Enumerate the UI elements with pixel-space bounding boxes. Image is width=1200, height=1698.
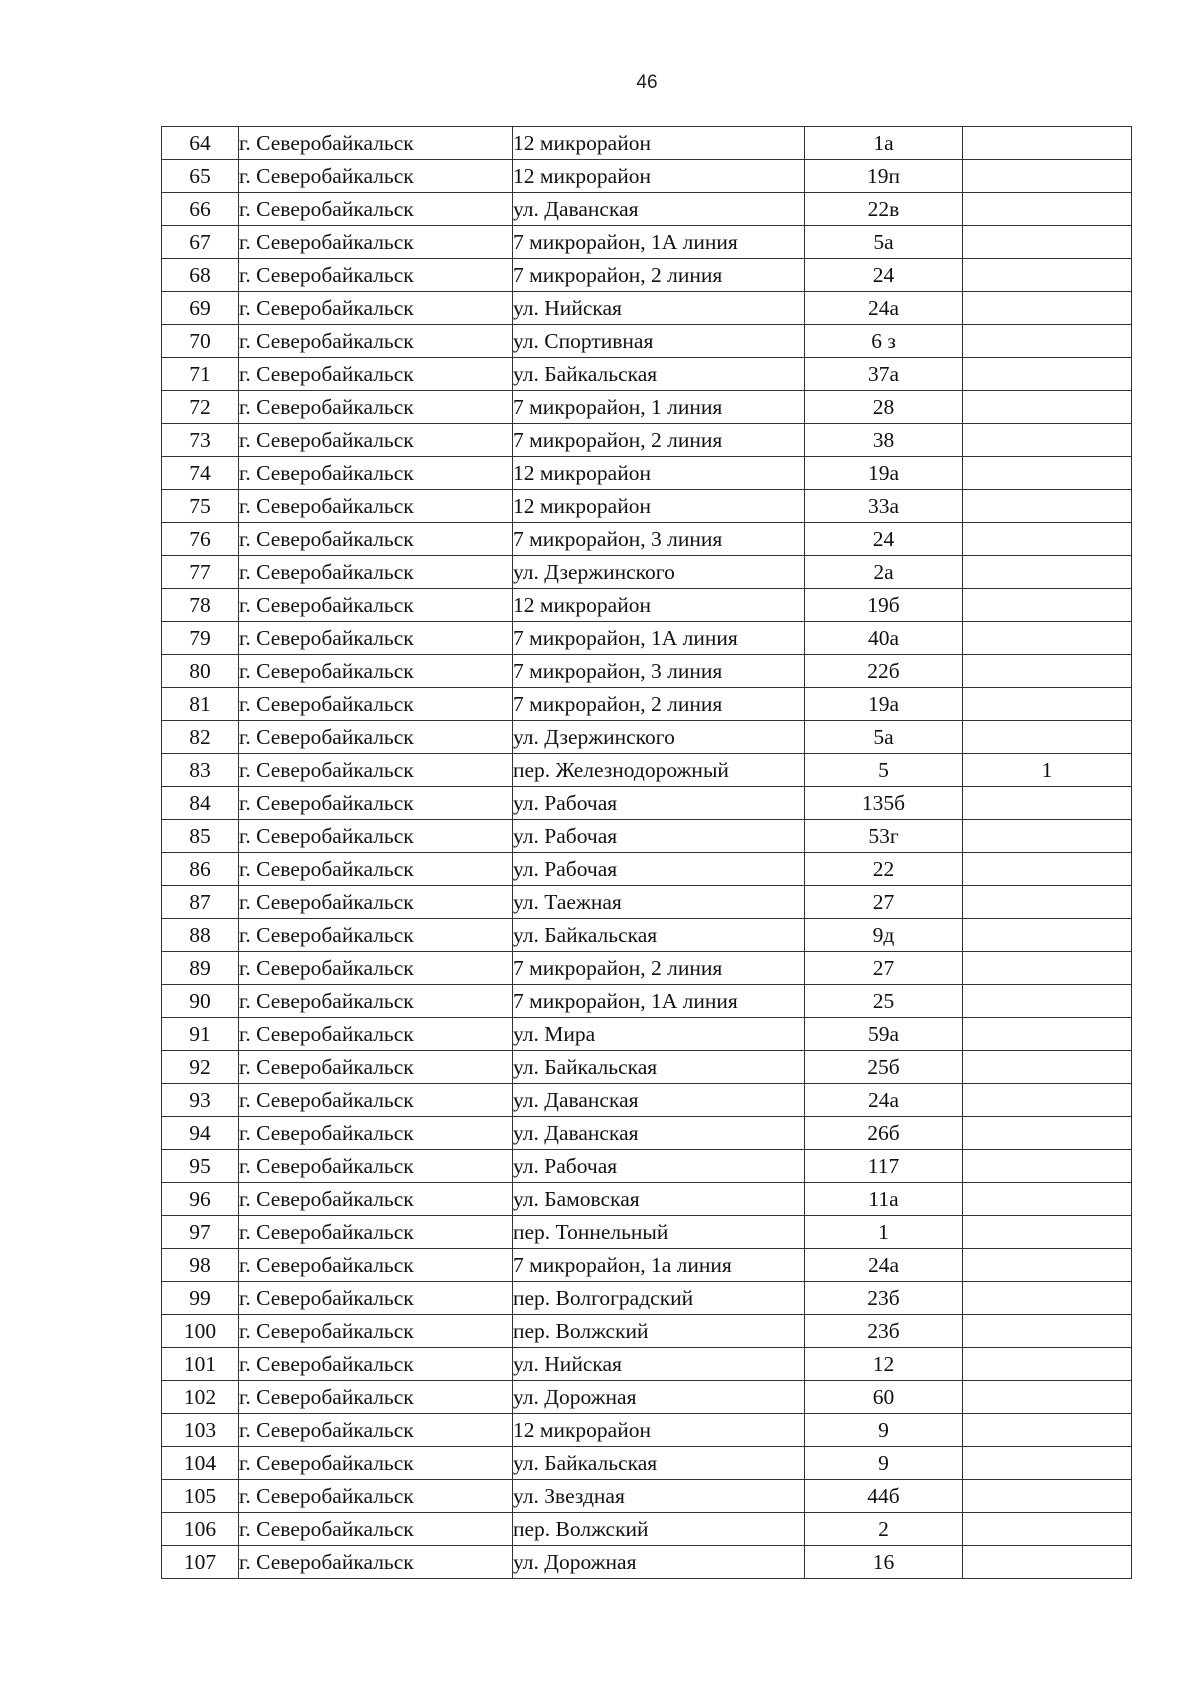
city-cell: г. Северобайкальск xyxy=(239,1051,513,1084)
street-cell: 7 микрорайон, 2 линия xyxy=(513,424,805,457)
house-number-cell: 37а xyxy=(805,358,963,391)
city-cell: г. Северобайкальск xyxy=(239,721,513,754)
house-number-cell: 24а xyxy=(805,1084,963,1117)
house-number-cell: 23б xyxy=(805,1282,963,1315)
extra-cell xyxy=(963,1084,1132,1117)
row-number-cell: 65 xyxy=(162,160,239,193)
table-row xyxy=(162,160,1132,193)
row-number-cell: 107 xyxy=(162,1546,239,1579)
row-number-cell: 85 xyxy=(162,820,239,853)
extra-cell xyxy=(963,1216,1132,1249)
street-cell: ул. Даванская xyxy=(513,1084,805,1117)
table-row xyxy=(162,1513,1132,1546)
table-row xyxy=(162,490,1132,523)
row-number-cell: 95 xyxy=(162,1150,239,1183)
table-row xyxy=(162,1348,1132,1381)
table-row xyxy=(162,985,1132,1018)
row-number-cell: 72 xyxy=(162,391,239,424)
table-row xyxy=(162,589,1132,622)
table-row xyxy=(162,127,1132,160)
house-number-cell: 9 xyxy=(805,1447,963,1480)
extra-cell xyxy=(963,226,1132,259)
extra-cell xyxy=(963,424,1132,457)
street-cell: пер. Железнодорожный xyxy=(513,754,805,787)
city-cell: г. Северобайкальск xyxy=(239,1381,513,1414)
street-cell: ул. Дзержинского xyxy=(513,556,805,589)
table-row xyxy=(162,622,1132,655)
street-cell: пер. Волжский xyxy=(513,1315,805,1348)
extra-cell xyxy=(963,853,1132,886)
city-cell: г. Северобайкальск xyxy=(239,358,513,391)
row-number-cell: 106 xyxy=(162,1513,239,1546)
extra-cell xyxy=(963,1546,1132,1579)
row-number-cell: 71 xyxy=(162,358,239,391)
table-row xyxy=(162,1315,1132,1348)
street-cell: 7 микрорайон, 2 линия xyxy=(513,952,805,985)
street-cell: 7 микрорайон, 2 линия xyxy=(513,688,805,721)
row-number-cell: 89 xyxy=(162,952,239,985)
street-cell: ул. Бамовская xyxy=(513,1183,805,1216)
table-row xyxy=(162,226,1132,259)
house-number-cell: 5 xyxy=(805,754,963,787)
table-row xyxy=(162,721,1132,754)
house-number-cell: 23б xyxy=(805,1315,963,1348)
street-cell: ул. Нийская xyxy=(513,1348,805,1381)
table-row xyxy=(162,193,1132,226)
extra-cell xyxy=(963,688,1132,721)
street-cell: ул. Байкальская xyxy=(513,919,805,952)
extra-cell xyxy=(963,589,1132,622)
house-number-cell: 60 xyxy=(805,1381,963,1414)
row-number-cell: 100 xyxy=(162,1315,239,1348)
street-cell: 12 микрорайон xyxy=(513,127,805,160)
row-number-cell: 68 xyxy=(162,259,239,292)
house-number-cell: 27 xyxy=(805,886,963,919)
row-number-cell: 101 xyxy=(162,1348,239,1381)
extra-cell xyxy=(963,556,1132,589)
table-row xyxy=(162,1381,1132,1414)
street-cell: ул. Дорожная xyxy=(513,1546,805,1579)
row-number-cell: 94 xyxy=(162,1117,239,1150)
house-number-cell: 19а xyxy=(805,457,963,490)
street-cell: пер. Волжский xyxy=(513,1513,805,1546)
extra-cell xyxy=(963,622,1132,655)
house-number-cell: 25 xyxy=(805,985,963,1018)
house-number-cell: 59а xyxy=(805,1018,963,1051)
city-cell: г. Северобайкальск xyxy=(239,1150,513,1183)
row-number-cell: 92 xyxy=(162,1051,239,1084)
city-cell: г. Северобайкальск xyxy=(239,1480,513,1513)
city-cell: г. Северобайкальск xyxy=(239,853,513,886)
row-number-cell: 76 xyxy=(162,523,239,556)
street-cell: ул. Даванская xyxy=(513,193,805,226)
extra-cell: 1 xyxy=(963,754,1132,787)
street-cell: ул. Дорожная xyxy=(513,1381,805,1414)
table-row xyxy=(162,457,1132,490)
table-row xyxy=(162,820,1132,853)
extra-cell xyxy=(963,1117,1132,1150)
city-cell: г. Северобайкальск xyxy=(239,391,513,424)
extra-cell xyxy=(963,193,1132,226)
house-number-cell: 53г xyxy=(805,820,963,853)
house-number-cell: 5а xyxy=(805,721,963,754)
table-row xyxy=(162,358,1132,391)
city-cell: г. Северобайкальск xyxy=(239,688,513,721)
city-cell: г. Северобайкальск xyxy=(239,457,513,490)
house-number-cell: 24 xyxy=(805,523,963,556)
house-number-cell: 5а xyxy=(805,226,963,259)
extra-cell xyxy=(963,985,1132,1018)
table-row xyxy=(162,259,1132,292)
city-cell: г. Северобайкальск xyxy=(239,1282,513,1315)
row-number-cell: 81 xyxy=(162,688,239,721)
row-number-cell: 70 xyxy=(162,325,239,358)
house-number-cell: 16 xyxy=(805,1546,963,1579)
street-cell: 12 микрорайон xyxy=(513,160,805,193)
row-number-cell: 97 xyxy=(162,1216,239,1249)
extra-cell xyxy=(963,1381,1132,1414)
city-cell: г. Северобайкальск xyxy=(239,1315,513,1348)
house-number-cell: 11а xyxy=(805,1183,963,1216)
table-row xyxy=(162,1282,1132,1315)
table-row xyxy=(162,292,1132,325)
city-cell: г. Северобайкальск xyxy=(239,523,513,556)
house-number-cell: 6 з xyxy=(805,325,963,358)
table-row xyxy=(162,787,1132,820)
house-number-cell: 9д xyxy=(805,919,963,952)
row-number-cell: 86 xyxy=(162,853,239,886)
extra-cell xyxy=(963,457,1132,490)
street-cell: 7 микрорайон, 1А линия xyxy=(513,985,805,1018)
extra-cell xyxy=(963,1513,1132,1546)
table-row xyxy=(162,391,1132,424)
city-cell: г. Северобайкальск xyxy=(239,952,513,985)
city-cell: г. Северобайкальск xyxy=(239,886,513,919)
city-cell: г. Северобайкальск xyxy=(239,622,513,655)
street-cell: ул. Рабочая xyxy=(513,853,805,886)
page-number: 46 xyxy=(636,72,658,93)
street-cell: 7 микрорайон, 1 линия xyxy=(513,391,805,424)
house-number-cell: 22 xyxy=(805,853,963,886)
street-cell: ул. Спортивная xyxy=(513,325,805,358)
table-row xyxy=(162,886,1132,919)
table-row xyxy=(162,853,1132,886)
street-cell: 7 микрорайон, 1а линия xyxy=(513,1249,805,1282)
city-cell: г. Северобайкальск xyxy=(239,226,513,259)
table-row xyxy=(162,688,1132,721)
city-cell: г. Северобайкальск xyxy=(239,1447,513,1480)
city-cell: г. Северобайкальск xyxy=(239,193,513,226)
row-number-cell: 66 xyxy=(162,193,239,226)
street-cell: 7 микрорайон, 1А линия xyxy=(513,622,805,655)
table-row xyxy=(162,1447,1132,1480)
row-number-cell: 93 xyxy=(162,1084,239,1117)
house-number-cell: 26б xyxy=(805,1117,963,1150)
city-cell: г. Северобайкальск xyxy=(239,919,513,952)
table-row xyxy=(162,1546,1132,1579)
row-number-cell: 90 xyxy=(162,985,239,1018)
extra-cell xyxy=(963,292,1132,325)
extra-cell xyxy=(963,820,1132,853)
extra-cell xyxy=(963,919,1132,952)
street-cell: ул. Мира xyxy=(513,1018,805,1051)
city-cell: г. Северобайкальск xyxy=(239,1216,513,1249)
city-cell: г. Северобайкальск xyxy=(239,127,513,160)
row-number-cell: 102 xyxy=(162,1381,239,1414)
house-number-cell: 117 xyxy=(805,1150,963,1183)
extra-cell xyxy=(963,787,1132,820)
extra-cell xyxy=(963,886,1132,919)
city-cell: г. Северобайкальск xyxy=(239,1117,513,1150)
extra-cell xyxy=(963,721,1132,754)
street-cell: ул. Байкальская xyxy=(513,1447,805,1480)
city-cell: г. Северобайкальск xyxy=(239,556,513,589)
street-cell: 12 микрорайон xyxy=(513,589,805,622)
house-number-cell: 22в xyxy=(805,193,963,226)
street-cell: ул. Рабочая xyxy=(513,787,805,820)
row-number-cell: 82 xyxy=(162,721,239,754)
row-number-cell: 80 xyxy=(162,655,239,688)
table-row xyxy=(162,1480,1132,1513)
city-cell: г. Северобайкальск xyxy=(239,424,513,457)
house-number-cell: 19а xyxy=(805,688,963,721)
row-number-cell: 84 xyxy=(162,787,239,820)
street-cell: ул. Дзержинского xyxy=(513,721,805,754)
row-number-cell: 77 xyxy=(162,556,239,589)
street-cell: ул. Таежная xyxy=(513,886,805,919)
house-number-cell: 44б xyxy=(805,1480,963,1513)
table-row xyxy=(162,655,1132,688)
extra-cell xyxy=(963,160,1132,193)
street-cell: 7 микрорайон, 2 линия xyxy=(513,259,805,292)
row-number-cell: 104 xyxy=(162,1447,239,1480)
house-number-cell: 2 xyxy=(805,1513,963,1546)
row-number-cell: 103 xyxy=(162,1414,239,1447)
city-cell: г. Северобайкальск xyxy=(239,820,513,853)
table-row xyxy=(162,1150,1132,1183)
row-number-cell: 83 xyxy=(162,754,239,787)
city-cell: г. Северобайкальск xyxy=(239,985,513,1018)
extra-cell xyxy=(963,523,1132,556)
row-number-cell: 98 xyxy=(162,1249,239,1282)
extra-cell xyxy=(963,1018,1132,1051)
extra-cell xyxy=(963,1249,1132,1282)
extra-cell xyxy=(963,1480,1132,1513)
table-row xyxy=(162,1084,1132,1117)
city-cell: г. Северобайкальск xyxy=(239,1084,513,1117)
house-number-cell: 27 xyxy=(805,952,963,985)
row-number-cell: 96 xyxy=(162,1183,239,1216)
row-number-cell: 69 xyxy=(162,292,239,325)
row-number-cell: 87 xyxy=(162,886,239,919)
extra-cell xyxy=(963,655,1132,688)
row-number-cell: 91 xyxy=(162,1018,239,1051)
house-number-cell: 19п xyxy=(805,160,963,193)
city-cell: г. Северобайкальск xyxy=(239,490,513,523)
house-number-cell: 33а xyxy=(805,490,963,523)
extra-cell xyxy=(963,1282,1132,1315)
extra-cell xyxy=(963,325,1132,358)
street-cell: ул. Даванская xyxy=(513,1117,805,1150)
extra-cell xyxy=(963,391,1132,424)
house-number-cell: 9 xyxy=(805,1414,963,1447)
extra-cell xyxy=(963,1447,1132,1480)
street-cell: ул. Байкальская xyxy=(513,1051,805,1084)
extra-cell xyxy=(963,1183,1132,1216)
street-cell: ул. Байкальская xyxy=(513,358,805,391)
street-cell: 12 микрорайон xyxy=(513,1414,805,1447)
street-cell: пер. Тоннельный xyxy=(513,1216,805,1249)
house-number-cell: 22б xyxy=(805,655,963,688)
city-cell: г. Северобайкальск xyxy=(239,1513,513,1546)
table-row xyxy=(162,325,1132,358)
row-number-cell: 64 xyxy=(162,127,239,160)
extra-cell xyxy=(963,490,1132,523)
house-number-cell: 28 xyxy=(805,391,963,424)
table-row xyxy=(162,556,1132,589)
city-cell: г. Северобайкальск xyxy=(239,589,513,622)
house-number-cell: 1а xyxy=(805,127,963,160)
table-row xyxy=(162,1249,1132,1282)
extra-cell xyxy=(963,1315,1132,1348)
street-cell: ул. Рабочая xyxy=(513,820,805,853)
city-cell: г. Северобайкальск xyxy=(239,259,513,292)
city-cell: г. Северобайкальск xyxy=(239,1249,513,1282)
extra-cell xyxy=(963,1348,1132,1381)
row-number-cell: 67 xyxy=(162,226,239,259)
house-number-cell: 12 xyxy=(805,1348,963,1381)
street-cell: 7 микрорайон, 1А линия xyxy=(513,226,805,259)
city-cell: г. Северобайкальск xyxy=(239,325,513,358)
extra-cell xyxy=(963,1414,1132,1447)
table-row xyxy=(162,1018,1132,1051)
house-number-cell: 40а xyxy=(805,622,963,655)
address-table xyxy=(161,126,1132,1579)
row-number-cell: 105 xyxy=(162,1480,239,1513)
table-row xyxy=(162,1183,1132,1216)
extra-cell xyxy=(963,952,1132,985)
table-row xyxy=(162,754,1132,787)
street-cell: 12 микрорайон xyxy=(513,490,805,523)
street-cell: ул. Нийская xyxy=(513,292,805,325)
row-number-cell: 73 xyxy=(162,424,239,457)
row-number-cell: 78 xyxy=(162,589,239,622)
table-row xyxy=(162,424,1132,457)
house-number-cell: 24а xyxy=(805,292,963,325)
house-number-cell: 24 xyxy=(805,259,963,292)
house-number-cell: 135б xyxy=(805,787,963,820)
street-cell: ул. Рабочая xyxy=(513,1150,805,1183)
house-number-cell: 1 xyxy=(805,1216,963,1249)
street-cell: пер. Волгоградский xyxy=(513,1282,805,1315)
street-cell: 12 микрорайон xyxy=(513,457,805,490)
street-cell: 7 микрорайон, 3 линия xyxy=(513,655,805,688)
table-row xyxy=(162,1414,1132,1447)
row-number-cell: 88 xyxy=(162,919,239,952)
street-cell: 7 микрорайон, 3 линия xyxy=(513,523,805,556)
house-number-cell: 25б xyxy=(805,1051,963,1084)
city-cell: г. Северобайкальск xyxy=(239,292,513,325)
address-table-body xyxy=(162,127,1132,1579)
street-cell: ул. Звездная xyxy=(513,1480,805,1513)
house-number-cell: 2а xyxy=(805,556,963,589)
extra-cell xyxy=(963,358,1132,391)
city-cell: г. Северобайкальск xyxy=(239,754,513,787)
city-cell: г. Северобайкальск xyxy=(239,1414,513,1447)
city-cell: г. Северобайкальск xyxy=(239,1546,513,1579)
table-row xyxy=(162,1216,1132,1249)
extra-cell xyxy=(963,259,1132,292)
city-cell: г. Северобайкальск xyxy=(239,1348,513,1381)
house-number-cell: 24а xyxy=(805,1249,963,1282)
city-cell: г. Северобайкальск xyxy=(239,1018,513,1051)
table-row xyxy=(162,952,1132,985)
row-number-cell: 75 xyxy=(162,490,239,523)
extra-cell xyxy=(963,127,1132,160)
city-cell: г. Северобайкальск xyxy=(239,655,513,688)
extra-cell xyxy=(963,1150,1132,1183)
extra-cell xyxy=(963,1051,1132,1084)
table-row xyxy=(162,919,1132,952)
house-number-cell: 19б xyxy=(805,589,963,622)
row-number-cell: 79 xyxy=(162,622,239,655)
table-row xyxy=(162,1051,1132,1084)
city-cell: г. Северобайкальск xyxy=(239,1183,513,1216)
city-cell: г. Северобайкальск xyxy=(239,787,513,820)
row-number-cell: 99 xyxy=(162,1282,239,1315)
table-row xyxy=(162,523,1132,556)
row-number-cell: 74 xyxy=(162,457,239,490)
table-row xyxy=(162,1117,1132,1150)
city-cell: г. Северобайкальск xyxy=(239,160,513,193)
house-number-cell: 38 xyxy=(805,424,963,457)
